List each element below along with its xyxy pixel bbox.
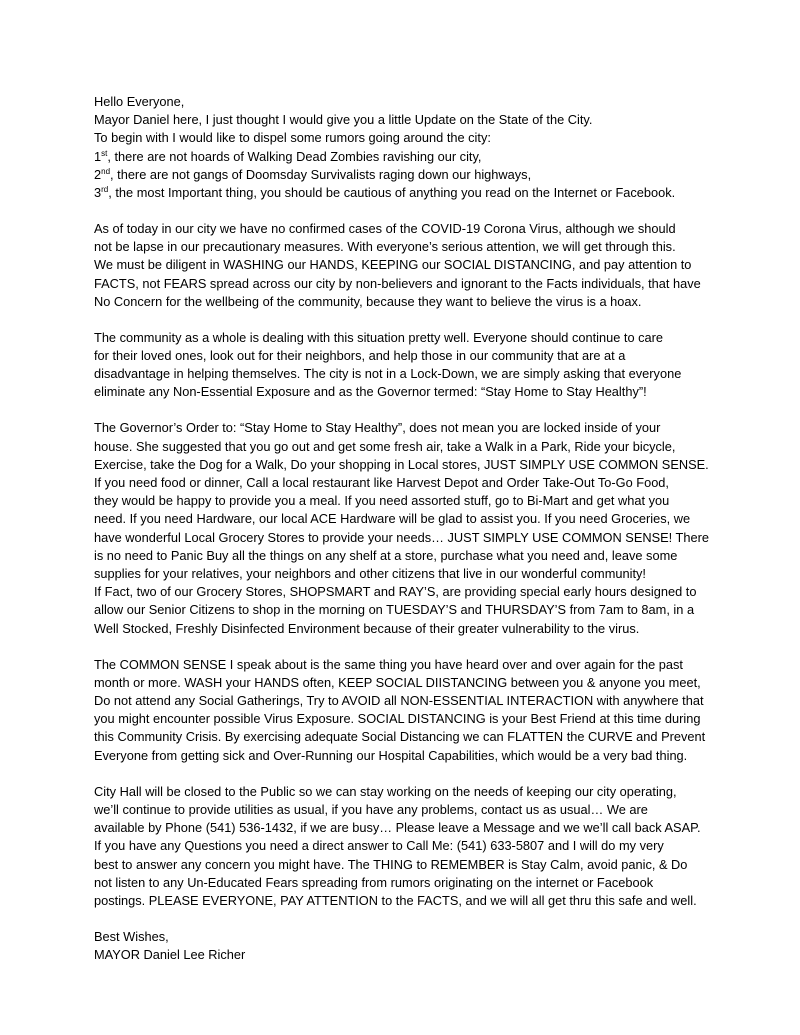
paragraph-line: we’ll continue to provide utilities as usual, if you have any problems, contact us as usual… We are — [94, 801, 648, 817]
paragraph-line: If Fact, two of our Grocery Stores, SHOPSMART and RAY’S, are providing special early hours designed to — [94, 584, 697, 600]
rumor-ordinal-suffix: nd — [101, 166, 111, 176]
paragraph-line: Well Stocked, Freshly Disinfected Environment because of their greater vulnerability to the virus. — [94, 620, 640, 636]
paragraph-line: City Hall will be closed to the Public so we can stay working on the needs of keeping our city operating, — [94, 783, 677, 799]
paragraph-line: you might encounter possible Virus Exposure. SOCIAL DISTANCING is your Best Friend at this time during — [94, 711, 701, 727]
rumor-text: , the most Important thing, you should be cautious of anything you read on the Internet or Facebook. — [108, 185, 676, 201]
paragraph-covid-status — [94, 220, 734, 311]
paragraph-line: The Governor’s Order to: “Stay Home to Stay Healthy”, does not mean you are locked inside of your — [94, 420, 661, 436]
paragraph-line: If you need food or dinner, Call a local restaurant like Harvest Depot and Order Take-Out To-Go Food, — [94, 475, 669, 491]
paragraph-line: The community as a whole is dealing with this situation pretty well. Everyone should continue to care — [94, 329, 664, 345]
rumor-number: 3 — [94, 185, 102, 201]
rumor-number: 1 — [94, 148, 102, 164]
rumor-number: 2 — [94, 166, 102, 182]
paragraph-governor-order — [94, 419, 734, 637]
paragraph-line: best to answer any concern you might have. The THING to REMEMBER is Stay Calm, avoid panic, & Do — [94, 856, 688, 872]
rumor-ordinal-suffix: rd — [101, 185, 109, 195]
paragraph-line: for their loved ones, look out for their neighbors, and help those in our community that are at a — [94, 348, 626, 364]
paragraph-line: No Concern for the wellbeing of the community, because they want to believe the virus is a hoax. — [94, 293, 642, 309]
closing: Best Wishes, — [94, 928, 169, 944]
paragraph-line: not be lapse in our precautionary measures. With everyone’s serious attention, we will get through this. — [94, 239, 676, 255]
paragraph-line: they would be happy to provide you a meal. If you need assorted stuff, go to Bi-Mart and get what you — [94, 493, 670, 509]
paragraph-common-sense — [94, 656, 734, 765]
intro-line: To begin with I would like to dispel some rumors going around the city: — [94, 130, 491, 146]
rumor-line — [94, 148, 734, 166]
rumor-text: , there are not hoards of Walking Dead Zombies ravishing our city, — [107, 148, 482, 164]
paragraph-line: need. If you need Hardware, our local ACE Hardware will be glad to assist you. If you need Groceries, we — [94, 511, 691, 527]
paragraph-line: We must be diligent in WASHING our HANDS, KEEPING our SOCIAL DISTANCING, and pay attention to — [94, 257, 692, 273]
paragraph-line: postings. PLEASE EVERYONE, PAY ATTENTION to the FACTS, and we will all get thru this safe and well. — [94, 892, 697, 908]
paragraph-line: not listen to any Un-Educated Fears spreading from rumors originating on the internet or Facebook — [94, 874, 654, 890]
rumor-text: , there are not gangs of Doomsday Survivalists raging down our highways, — [110, 166, 532, 182]
paragraph-line: eliminate any Non-Essential Exposure and as the Governor termed: “Stay Home to Stay Healthy”! — [94, 384, 647, 400]
paragraph-line: The COMMON SENSE I speak about is the same thing you have heard over and over again for the past — [94, 656, 683, 672]
paragraph-line: is no need to Panic Buy all the things on any shelf at a store, purchase what you need and, leave some — [94, 547, 678, 563]
paragraph-line: month or more. WASH your HANDS often, KEEP SOCIAL DIISTANCING between you & anyone you meet, — [94, 674, 701, 690]
signature: MAYOR Daniel Lee Richer — [94, 947, 246, 963]
paragraph-line: If you have any Questions you need a direct answer to Call Me: (541) 633-5807 and I will do my very — [94, 838, 664, 854]
paragraph-line: disadvantage in helping themselves. The city is not in a Lock-Down, we are simply asking that everyone — [94, 366, 682, 382]
paragraph-line: have wonderful Local Grocery Stores to provide your needs… JUST SIMPLY USE COMMON SENSE! There — [94, 529, 709, 545]
paragraph-community — [94, 329, 734, 402]
greeting: Hello Everyone, — [94, 94, 185, 109]
paragraph-line: house. She suggested that you go out and get some fresh air, take a Walk in a Park, Ride your bicycle, — [94, 438, 676, 454]
paragraph-line: this Community Crisis. By exercising adequate Social Distancing we can FLATTEN the CURVE and Prevent — [94, 729, 706, 745]
opening-block — [94, 93, 734, 202]
paragraph-line: Do not attend any Social Gatherings, Try to AVOID all NON-ESSENTIAL INTERACTION with anywhere that — [94, 693, 704, 709]
closing-block — [94, 928, 734, 964]
paragraph-line: Everyone from getting sick and Over-Running our Hospital Capabilities, which would be a very bad thing. — [94, 747, 688, 763]
letter-page — [94, 93, 734, 964]
paragraph-line: Exercise, take the Dog for a Walk, Do your shopping in Local stores, JUST SIMPLY USE COMMON SENSE. — [94, 456, 709, 472]
paragraph-line: allow our Senior Citizens to shop in the morning on TUESDAY’S and THURSDAY’S from 7am to 8am, in a — [94, 602, 695, 618]
paragraph-line: available by Phone (541) 536-1432, if we are busy… Please leave a Message and we we’ll call back ASAP. — [94, 820, 701, 836]
rumor-line — [94, 184, 734, 202]
paragraph-city-hall — [94, 783, 734, 910]
paragraph-line: FACTS, not FEARS spread across our city by non-believers and ignorant to the Facts individuals, that have — [94, 275, 701, 291]
intro-line: Mayor Daniel here, I just thought I would give you a little Update on the State of the City. — [94, 112, 593, 128]
rumor-ordinal-suffix: st — [101, 148, 108, 158]
paragraph-line: As of today in our city we have no confirmed cases of the COVID-19 Corona Virus, although we should — [94, 221, 676, 237]
rumor-line — [94, 166, 734, 184]
paragraph-line: supplies for your relatives, your neighbors and other citizens that live in our wonderful community! — [94, 566, 646, 582]
